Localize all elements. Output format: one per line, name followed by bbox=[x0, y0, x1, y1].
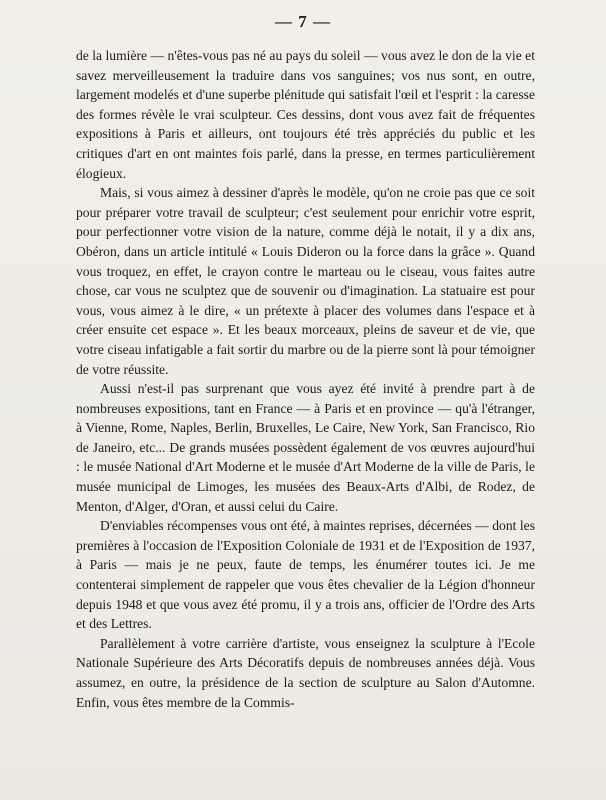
paragraph-4: D'enviables récompenses vous ont été, à maintes reprises, décernées — dont les premières à l'occasion de l'Exposition Coloniale de 1931 et de l'Exposition de 1937, à Paris — mais je ne peux, faute de temps, les énumérer toutes ici. Je me contenterai simplement de rappeler que vous êtes chevalier de la Légion d'honneur depuis 1948 et que vous avez été promu, il y a trois ans, officier de l'Ordre des Arts et des Lettres. bbox=[76, 518, 535, 632]
paragraph-1: de la lumière — n'êtes-vous pas né au pays du soleil — vous avez le don de la vie et savez merveilleusement la traduire dans vos sanguines; vos nus sont, en outre, largement modelés et d'une superbe plénitude qui satisfait l'œil et l'esprit : la caresse des formes révèle le vrai sculpteur. Ces dessins, dont vous avez fait de fréquentes expositions à Paris et ailleurs, ont toujours été très appréciés du public et les critiques d'art en ont maintes fois parlé, dans la presse, en termes particulièrement élogieux. bbox=[76, 48, 535, 181]
body-text bbox=[76, 46, 535, 712]
paragraph-3: Aussi n'est-il pas surprenant que vous ayez été invité à prendre part à de nombreuses expositions, tant en France — à Paris et en province — qu'à l'étranger, à Vienne, Rome, Naples, Berlin, Bruxelles, Le Caire, New York, San Francisco, Rio de Janeiro, etc... De grands musées possèdent également de vos œuvres aujourd'hui : le musée National d'Art Moderne et le musée d'Art Moderne de la ville de Paris, le musée municipal de Limoges, les musées des Beaux-Arts d'Albi, de Rodez, de Menton, d'Alger, d'Oran, et aussi celui du Caire. bbox=[76, 381, 535, 514]
paragraph-5: Parallèlement à votre carrière d'artiste, vous enseignez la sculpture à l'Ecole Nationale Supérieure des Arts Décoratifs depuis de nombreuses années déjà. Vous assumez, en outre, la présidence de la section de sculpture au Salon d'Automne. Enfin, vous êtes membre de la Commis- bbox=[76, 635, 535, 710]
page-number: — 7 — bbox=[275, 12, 331, 31]
paragraph-2: Mais, si vous aimez à dessiner d'après le modèle, qu'on ne croie pas que ce soit pour préparer votre travail de sculpteur; c'est seulement pour enrichir votre esprit, pour perfectionner votre vision de la nature, comme déjà le notait, il y a dix ans, Obéron, dans un article intitulé « Louis Dideron ou la force dans la grâce ». Quand vous troquez, en effet, le crayon contre le marteau ou le ciseau, vous faites autre chose, car vous ne sculptez que de souvenir ou d'imagination. La statuaire est pour vous, vous aimez à le dire, « un prétexte à placer des volumes dans l'espace et à créer ensuite cet espace ». Et les beaux morceaux, pleins de saveur et de vie, que votre ciseau infatigable a fait sortir du marbre ou de la pierre sont là pour témoigner de votre réussite. bbox=[76, 185, 535, 377]
